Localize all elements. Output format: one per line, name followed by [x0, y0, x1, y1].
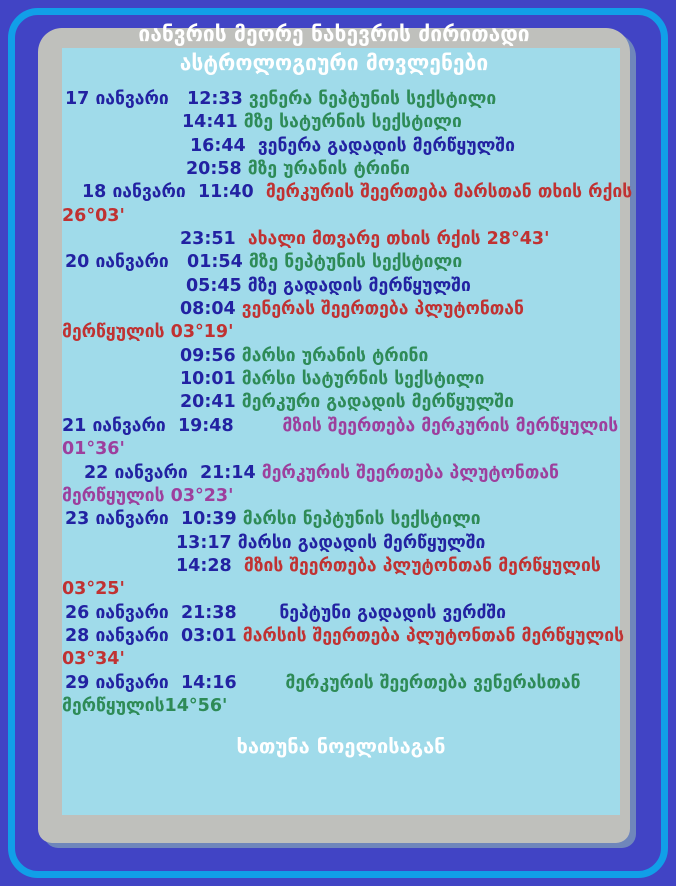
date-time-text: 05:45 მზე გადადის მერწყულში: [186, 275, 471, 296]
event-row: [62, 181, 633, 204]
event-row: [62, 345, 620, 368]
event-text: მერწყულის 03°19': [62, 322, 234, 343]
date-time-text: 26 იანვარი 21:38: [65, 602, 280, 623]
date-time-text: 20:41: [180, 392, 242, 413]
event-text: მარსის შეერთება პლუტონთან მერწყულის: [242, 625, 625, 646]
event-rows: [62, 88, 633, 718]
event-text: 03°34': [62, 649, 125, 670]
event-text: მერწყულის14°56': [62, 695, 228, 716]
date-time-text: 14:28: [176, 555, 244, 576]
event-text: მერწყულის 03°23': [62, 485, 234, 506]
date-time-text: 20:58: [186, 159, 248, 180]
event-text: 26°03': [62, 205, 125, 226]
event-text: მზის შეერთება მერკურის მერწყულის: [282, 415, 619, 436]
event-text: მერკურის შეერთება ვენერასთან: [285, 672, 581, 693]
date-time-text: 08:04: [180, 299, 242, 320]
event-row: [62, 205, 620, 228]
event-text: ახალი მთვარე თხის რქის 28°43': [247, 229, 550, 250]
event-row: [62, 321, 620, 344]
event-row: [62, 555, 620, 578]
event-text: მზე სატურნის სექსტილი: [243, 112, 462, 133]
event-row: [62, 251, 620, 274]
date-time-text: 23:51: [180, 229, 248, 250]
date-time-text: 18 იანვარი 11:40: [82, 182, 266, 203]
date-time-text: 16:44 ვენერა გადადის მერწყულში: [190, 135, 515, 156]
event-row: [62, 648, 620, 671]
event-row: [62, 625, 625, 648]
event-text: მარსი ნეპტუნის სექსტილი: [242, 509, 481, 530]
date-time-text: 20 იანვარი 01:54: [65, 252, 249, 273]
event-row: [62, 88, 620, 111]
date-time-text: 10:01: [180, 369, 242, 390]
event-row: [62, 275, 620, 298]
event-text: მზე ურანის ტრინი: [247, 159, 410, 180]
event-row: [62, 135, 620, 158]
event-row: [62, 462, 620, 485]
event-text: მზის შეერთება პლუტონთან მერწყულის: [243, 555, 601, 576]
event-row: [62, 602, 620, 625]
event-text: 03°25': [62, 579, 125, 600]
event-row: [62, 111, 620, 134]
event-row: [62, 158, 620, 181]
event-row: [62, 672, 620, 695]
event-text: მზე ნეპტუნის სექსტილი: [248, 252, 463, 273]
event-row: [62, 391, 620, 414]
date-time-text: 17 იანვარი 12:33: [65, 89, 249, 109]
date-time-text: 13:17 მარსი გადადის მერწყულში: [176, 532, 486, 553]
event-text: მერკურის შეერთება მარსთან თხის რქის: [265, 182, 633, 203]
page-title-line1: იანვრის მეორე ნახევრის ძირითადი: [138, 22, 530, 46]
page-title-line2: ასტროლოგიური მოვლენები: [179, 51, 489, 75]
event-text: მარსი ურანის ტრინი: [241, 345, 429, 366]
date-time-text: ნეპტუნი გადადის ვერძში: [279, 602, 506, 623]
event-row: [62, 532, 620, 555]
event-row: [62, 485, 620, 508]
date-time-text: 28 იანვარი 03:01: [65, 625, 243, 646]
event-row: [62, 368, 620, 391]
date-time-text: 21 იანვარი 19:48: [62, 415, 283, 436]
event-row: [62, 508, 620, 531]
event-text: ვენერას შეერთება პლუტონთან: [241, 299, 524, 320]
date-time-text: 09:56: [180, 345, 242, 366]
date-time-text: 22 იანვარი 21:14: [84, 462, 262, 483]
date-time-text: 23 იანვარი 10:39: [65, 509, 243, 530]
event-row: [62, 438, 620, 461]
event-row: [62, 298, 620, 321]
event-text: ვენერა ნეპტუნის სექსტილი: [248, 89, 497, 109]
date-time-text: 14:41: [182, 112, 244, 133]
event-text: მერკურის შეერთება პლუტონთან: [261, 462, 559, 483]
event-row: [62, 415, 620, 438]
footer-credit: ხათუნა ნოელისაგან: [236, 734, 446, 758]
date-time-text: 29 იანვარი 14:16: [65, 672, 286, 693]
event-text: მერკური გადადის მერწყულში: [241, 392, 514, 413]
event-text: მარსი სატურნის სექსტილი: [241, 369, 485, 390]
event-row: [62, 578, 620, 601]
event-row: [62, 695, 620, 718]
event-row: [62, 228, 620, 251]
event-text: 01°36': [62, 439, 125, 460]
